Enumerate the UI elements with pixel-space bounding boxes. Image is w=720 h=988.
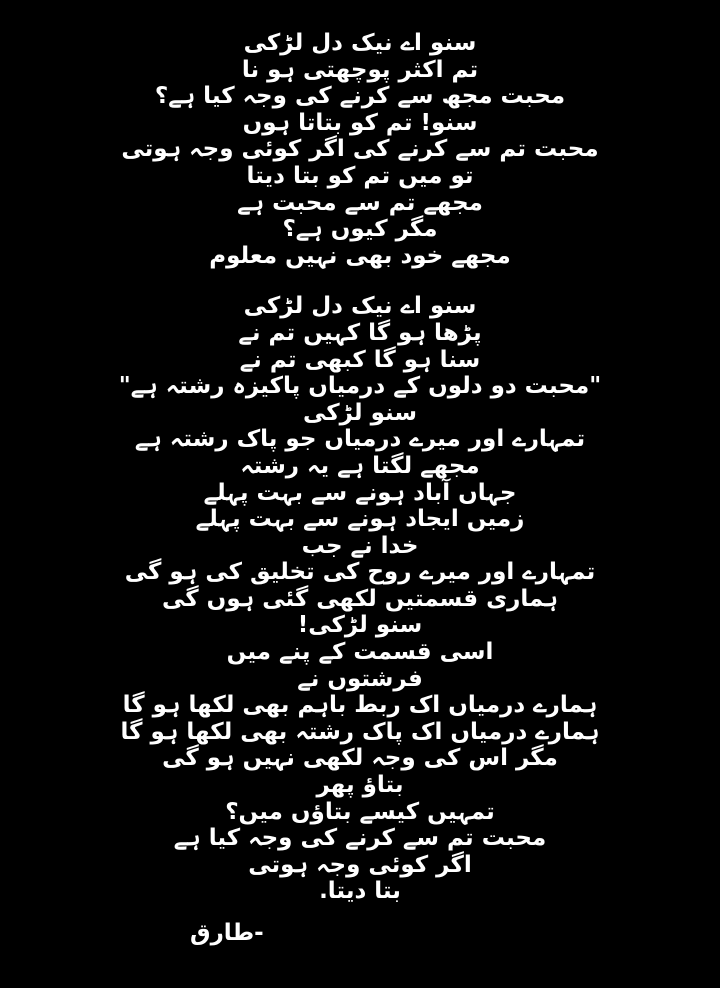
- poem-line: زمیں ایجاد ہونے سے بہت پہلے: [195, 506, 525, 533]
- poem-line: تمہارے اور میرے روح کی تخلیق کی ہو گی: [124, 559, 596, 586]
- poem-line: محبت تم سے کرنے کی اگر کوئی وجہ ہوتی: [121, 136, 599, 163]
- poem-line: تمہیں کیسے بتاؤں میں؟: [225, 798, 495, 825]
- poem-line: اسی قسمت کے پنے میں: [226, 639, 494, 666]
- poem-line: سنو اے نیک دل لڑکی: [243, 30, 477, 56]
- poem-line: محبت مجھ سے کرنے کی وجہ کیا ہے؟: [154, 83, 566, 110]
- poem-line: پڑھا ہو گا کہیں تم نے: [238, 319, 482, 346]
- poem-line: ہمارے درمیاں اک پاک رشتہ بھی لکھا ہو گا: [120, 718, 600, 745]
- poem-line: اگر کوئی وجہ ہوتی: [248, 851, 472, 878]
- poem-line: سنو لڑکی: [302, 399, 418, 426]
- poem-line: ہماری قسمتیں لکھی گئی ہوں گی: [162, 585, 558, 612]
- poem-line: تم اکثر پوچھتی ہو نا: [241, 56, 479, 83]
- poem-line: بتا دیتا.: [319, 878, 401, 905]
- poem-line: جہاں آباد ہونے سے بہت پہلے: [203, 479, 517, 506]
- poem-line: مجھے خود بھی نہیں معلوم: [209, 242, 511, 269]
- stanza-2: [60, 293, 660, 905]
- poem-line: تمہارے اور میرے درمیاں جو پاک رشتہ ہے: [134, 426, 586, 453]
- poem-line: سنو اے نیک دل لڑکی: [243, 293, 477, 320]
- poem-line: تو میں تم کو بتا دیتا: [246, 162, 474, 189]
- poem-line: خدا نے جب: [301, 532, 419, 559]
- poem-line: مگر کیوں ہے؟: [282, 216, 438, 243]
- author-signature: -طارق: [190, 920, 264, 946]
- poem-line: سنا ہو گا کبھی تم نے: [239, 346, 481, 373]
- poem-line: محبت تم سے کرنے کی وجہ کیا ہے: [173, 825, 547, 852]
- poem-line: "محبت دو دلوں کے درمیاں پاکیزہ رشتہ ہے": [118, 373, 602, 400]
- poem-line: سنو! تم کو بتاتا ہوں: [242, 109, 478, 136]
- poem-line: مگر اس کی وجہ لکھی نہیں ہو گی: [162, 745, 558, 772]
- poem-text: [60, 30, 660, 905]
- poem-line: فرشتوں نے: [297, 665, 423, 692]
- poem-line: ہمارے درمیاں اک ربط باہم بھی لکھا ہو گا: [122, 692, 598, 719]
- poem-line: بتاؤ پھر: [316, 772, 404, 799]
- poem-line: مجھے تم سے محبت ہے: [237, 189, 483, 216]
- poem-line: سنو لڑکی!: [297, 612, 423, 639]
- poem-line: مجھے لگتا ہے یہ رشتہ: [240, 452, 480, 479]
- stanza-1: [60, 30, 660, 269]
